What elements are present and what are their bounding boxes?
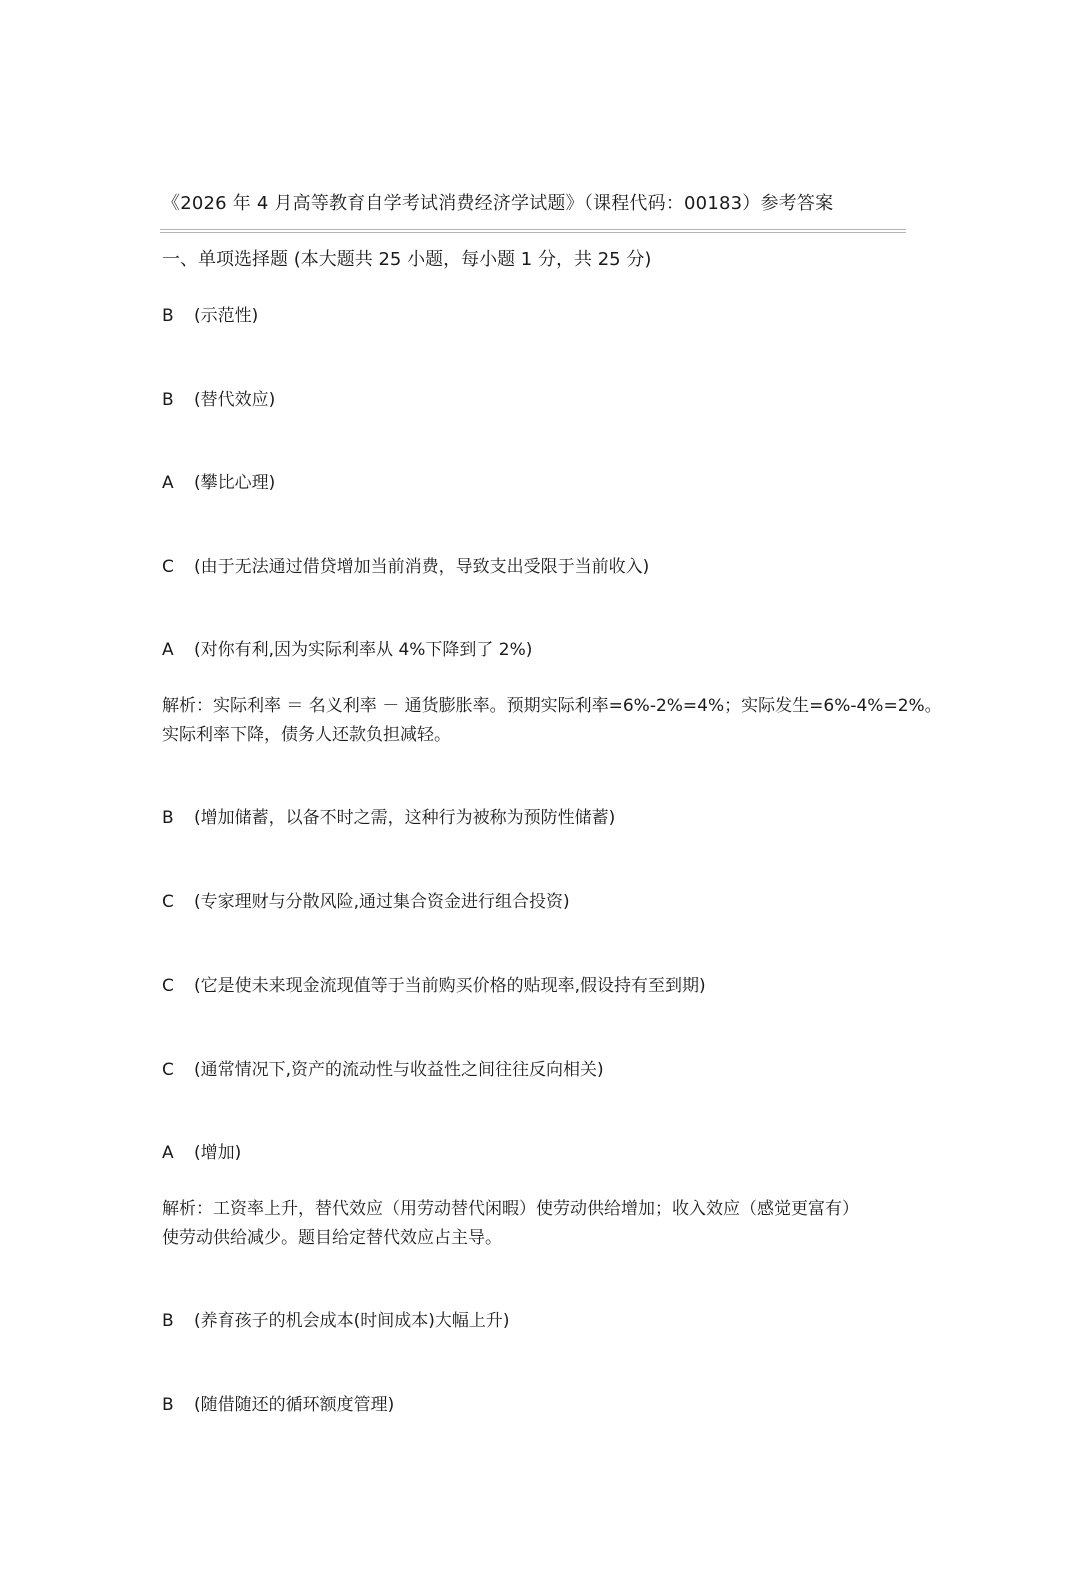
answer-letter: A <box>162 473 174 493</box>
answer-text: (它是使未来现金流现值等于当前购买价格的贴现率,假设持有至到期) <box>194 976 706 996</box>
answer-letter: C <box>162 557 174 577</box>
analysis-line: 实际利率下降，债务人还款负担减轻。 <box>162 725 451 745</box>
answer-text: (由于无法通过借贷增加当前消费，导致支出受限于当前收入) <box>194 557 650 577</box>
answer-letter: B <box>162 306 174 326</box>
answer-text: (专家理财与分散风险,通过集合资金进行组合投资) <box>194 892 570 912</box>
answer-item-11 <box>162 1307 510 1335</box>
document-title: 《2026 年 4 月高等教育自学考试消费经济学试题》（课程代码：00183）参考答案 <box>162 193 834 214</box>
answer-text: (增加储蓄，以备不时之需，这种行为被称为预防性储蓄) <box>194 808 616 828</box>
answer-letter: C <box>162 976 174 996</box>
analysis-line: 解析：实际利率 ＝ 名义利率 － 通货膨胀率。预期实际利率=6%-2%=4%；实际发生=6%-4%=2%。 <box>162 696 942 716</box>
answer-item-1 <box>162 302 258 330</box>
answer-item-3 <box>162 469 275 497</box>
answer-item-8 <box>162 972 706 1000</box>
answer-letter: B <box>162 390 174 410</box>
answer-text: (对你有利,因为实际利率从 4%下降到了 2%) <box>194 640 533 660</box>
answer-item-7 <box>162 888 570 916</box>
answer-text: (随借随还的循环额度管理) <box>194 1395 395 1415</box>
answer-item-4 <box>162 553 649 581</box>
answer-letter: C <box>162 892 174 912</box>
answer-item-9 <box>162 1056 604 1084</box>
analysis-line: 解析：工资率上升，替代效应（用劳动替代闲暇）使劳动供给增加；收入效应（感觉更富有） <box>162 1199 859 1219</box>
title-divider <box>160 229 906 233</box>
answer-item-2 <box>162 386 275 414</box>
analysis-block-2 <box>162 1195 932 1253</box>
answer-text: (通常情况下,资产的流动性与收益性之间往往反向相关) <box>194 1060 604 1080</box>
answer-item-10 <box>162 1139 241 1167</box>
answer-item-12 <box>162 1391 394 1419</box>
analysis-line: 使劳动供给减少。题目给定替代效应占主导。 <box>162 1228 502 1248</box>
answer-text: (养育孩子的机会成本(时间成本)大幅上升) <box>194 1311 510 1331</box>
answer-item-6 <box>162 804 615 832</box>
answer-letter: C <box>162 1060 174 1080</box>
answer-letter: A <box>162 640 174 660</box>
analysis-block-1 <box>162 692 942 750</box>
answer-letter: B <box>162 1395 174 1415</box>
answer-letter: B <box>162 1311 174 1331</box>
answer-item-5 <box>162 636 532 664</box>
answer-text: (示范性) <box>194 306 259 326</box>
answer-letter: B <box>162 808 174 828</box>
answer-text: (替代效应) <box>194 390 276 410</box>
answer-letter: A <box>162 1143 174 1163</box>
answer-text: (增加) <box>194 1143 242 1163</box>
section-heading: 一、单项选择题 (本大题共 25 小题，每小题 1 分，共 25 分) <box>162 249 652 270</box>
answer-text: (攀比心理) <box>194 473 276 493</box>
